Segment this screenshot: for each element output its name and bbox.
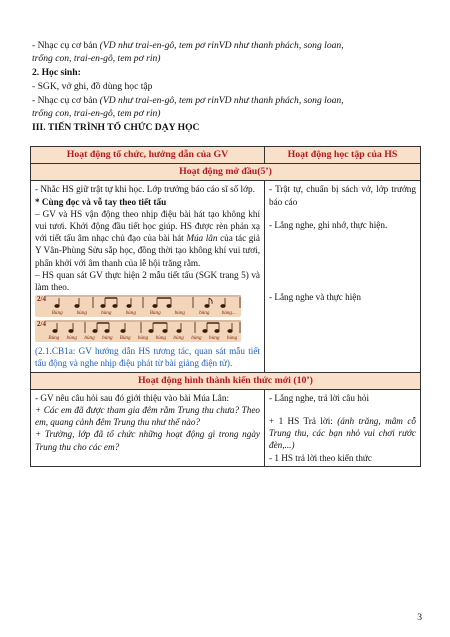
spacer: [269, 208, 416, 219]
section-heading-process: III. TIẾN TRÌNH TỔ CHỨC DẠY HỌC: [32, 122, 200, 133]
teacher-activity-cell: [31, 389, 265, 466]
note-head: [53, 330, 57, 333]
text-italic: (ánh trăng, mâm cỗ Trung thu, các bạn nhỏ vui chơi rước đèn,...): [269, 416, 416, 451]
time-signature: 2/4: [37, 295, 46, 304]
text: - 1 HS trả lời theo kiến thức: [269, 452, 372, 463]
header-student-activity: Hoạt động học tập của HS: [265, 147, 421, 164]
word: bùng: [125, 310, 136, 317]
note-head: [177, 330, 181, 333]
note-head: [75, 305, 79, 308]
word: bùng: [209, 335, 220, 342]
text: của tác giả Y Vân-Phùng Sửu sắp học, đồng thời tạo không khí vui tươi, phấn khởi với âm thanh của lễ hội trăng rằm.: [35, 233, 260, 268]
word: bùng: [102, 335, 113, 342]
time-signature: 2/4: [37, 320, 46, 329]
text: - Lắng nghe, ghi nhớ, thực hiện.: [269, 219, 388, 230]
text: - GV nêu câu hỏi sau đó giới thiệu vào bài Múa Lân:: [35, 392, 230, 403]
word: bùng: [155, 335, 166, 342]
note-head: [93, 330, 97, 333]
rhythm-pattern-1: [35, 295, 241, 317]
note-head: [205, 305, 209, 308]
song-title: Múa lân: [186, 233, 218, 244]
student-materials-line: - SGK, vở ghi, đồ dùng học tập: [32, 81, 153, 92]
text-bold: * Cùng đọc và vỗ tay theo tiết tấu: [35, 196, 167, 207]
word: bùng: [66, 335, 77, 342]
word: bùng: [226, 335, 238, 342]
student-instrument-line-2: trống con, trai-en-gô, tem pơ rin): [32, 108, 161, 119]
text: + 1 HS Trả lời:: [269, 416, 338, 427]
teacher-instrument-line-2: trống con, trai-en-gô, tem pơ rin): [32, 53, 161, 64]
note-head: [113, 305, 117, 308]
note-head: [101, 305, 105, 308]
word: bùng: [76, 310, 87, 317]
flag: [209, 298, 212, 304]
rhythm-pattern-2: [35, 320, 241, 342]
note-head: [121, 330, 125, 333]
note-head: [149, 330, 153, 333]
section-row-opening: [31, 164, 421, 181]
text-italic: + Trường, lớp đã tổ chức những hoạt động gì trong ngày Trung thu cho các em?: [35, 429, 260, 452]
spacer: [269, 231, 416, 291]
word: bùng...: [221, 310, 236, 317]
section-heading-students: 2. Học sinh:: [32, 67, 81, 78]
text: - Trật tự, chuẩn bị sách vở, lớp trưởng báo cáo: [269, 184, 416, 207]
text: - Lắng nghe và thực hiện: [269, 292, 361, 303]
word: Bùng: [149, 310, 161, 317]
student-activity-cell: [265, 181, 421, 372]
text: – GV và HS vận động theo nhịp điệu bài hát tạo không khí vui tươi. Khởi động đầu tiết học giúp. HS được rèn phản xạ với tiết tấu âm nhạc chủ đạo của bài hát: [35, 208, 260, 244]
note-head: [153, 305, 157, 308]
page-number: 3: [417, 612, 422, 623]
rhythm-words: [45, 310, 241, 317]
word: bùng: [84, 335, 95, 342]
note-head: [127, 305, 131, 308]
text: – HS quan sát GV thực hiện 2 mẫu tiết tấu (SGK trang 5) và làm theo.: [35, 269, 260, 293]
text-italic: (VD như trai-en-gô, tem pơ rinVD như thanh phách, song loan,: [99, 40, 344, 51]
text-italic: + Các em đã được tham gia đêm rằm Trung thu chưa? Theo em, quang cảnh đêm Trung thu như thế nào?: [35, 405, 260, 428]
word: bùng: [101, 310, 112, 317]
activity-table: [30, 146, 421, 467]
student-activity-cell: [265, 389, 421, 466]
word: bùng: [137, 335, 149, 342]
header-teacher-activity: Hoạt động tổ chức, hướng dẫn của GV: [31, 147, 265, 164]
note-text: (2.1.CB1a: GV hướng dẫn HS tương tác, quan sát mẫu tiết tấu động và nghe nhịp điệu phát từ bài giảng điện tử).: [35, 346, 260, 369]
note-head: [69, 330, 73, 333]
word: Bùng: [48, 335, 60, 342]
table-row: [31, 181, 421, 372]
paragraph: [35, 208, 260, 269]
note-head: [55, 305, 59, 308]
text-italic: (VD như trai-en-gô, tem pơ rinVD như thanh phách, song loan,: [99, 95, 344, 106]
text: - Nhạc cụ cơ bản: [32, 40, 100, 51]
paragraph: [269, 415, 416, 452]
rhythm-words: [45, 335, 241, 342]
teacher-activity-cell: [31, 181, 265, 372]
spacer: [269, 404, 416, 415]
section-title-new-knowledge: Hoạt động hình thành kiến thức mới (10’): [31, 372, 421, 389]
word: Bùng: [119, 335, 131, 342]
teacher-instrument-line: [32, 40, 422, 53]
note-head: [105, 330, 109, 333]
section-row-new-knowledge: [31, 372, 421, 389]
note-head: [167, 305, 171, 308]
word: bùng: [174, 310, 185, 317]
text: - Nhạc cụ cơ bản: [32, 95, 100, 106]
notes-svg: [45, 320, 241, 335]
word: Bùng: [51, 310, 63, 317]
text: - Lắng nghe, trả lời câu hỏi: [269, 392, 370, 403]
word: bùng: [191, 335, 202, 342]
note-head: [203, 330, 207, 333]
note-head: [215, 330, 219, 333]
word: bùng: [199, 310, 210, 317]
note-head: [163, 330, 167, 333]
student-instrument-line: [32, 95, 422, 108]
notes-svg: [45, 295, 241, 310]
note-head: [221, 305, 225, 308]
word: bùng: [173, 335, 184, 342]
note-head: [228, 330, 232, 333]
table-header-row: [31, 147, 421, 164]
section-title-opening: Hoạt động mở đầu(5’): [31, 164, 421, 181]
text: - Nhắc HS giữ trật tự khi học. Lớp trưởng báo cáo sĩ số lớp.: [35, 184, 255, 195]
table-row: [31, 389, 421, 466]
